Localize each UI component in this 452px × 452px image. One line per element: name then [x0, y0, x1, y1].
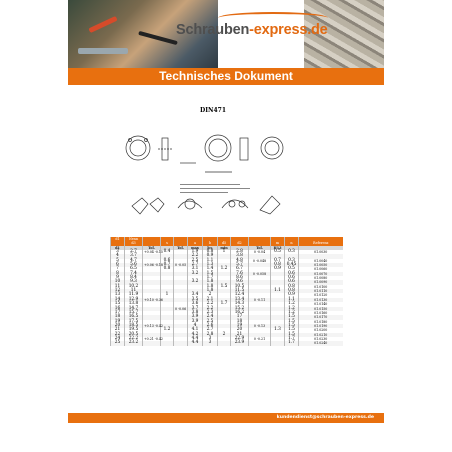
table-cell: 10.5 [231, 285, 249, 289]
table-cell: 9.6 [231, 280, 249, 284]
table-cell: 4.8 [231, 259, 249, 263]
table-cell: 15.7 [125, 311, 143, 315]
table-cell: 1.3 [203, 263, 218, 267]
table-cell: 1.3 [271, 328, 285, 332]
table-cell: 0.3 [285, 250, 299, 254]
table-cell: 2.7 [203, 328, 218, 332]
table-cell: 0.6 [285, 280, 299, 284]
table-cell: 0 -0.048 [249, 259, 271, 263]
table-cell: 5.6 [125, 263, 143, 267]
table-cell: 1.1 [285, 298, 299, 302]
table-cell: +0.21 -0.42 [144, 336, 163, 341]
table-cell: 2.6 [203, 324, 218, 328]
table-cell: 4.1 [188, 328, 203, 332]
table-cell: 3.7 [188, 307, 203, 311]
table-cell: 1.2 [161, 328, 174, 332]
logo-primary: Schrauben [176, 22, 250, 38]
table-cell: 0 -0.05 [175, 263, 187, 268]
table-cell: 2.7 [188, 263, 203, 267]
table-cell: 1.5 [285, 324, 299, 328]
table-cell: 01.0090 [299, 280, 343, 284]
table-cell: 3.1 [188, 267, 203, 271]
table-cell: 1.8 [203, 285, 218, 289]
logo-accent: -express.de [249, 22, 328, 38]
footer-email: kundendienst@schrauben-express.de [276, 415, 374, 420]
table-cell: 01.0240 [299, 341, 343, 345]
table-cell: 21 [231, 333, 249, 337]
footer-bar [68, 413, 384, 423]
table-cell: 2.2 [203, 307, 218, 311]
table-cell: 01.0180 [299, 320, 343, 324]
table-cell: 01.0030 [299, 250, 343, 254]
technical-drawing [120, 118, 340, 233]
table-cell: 4.7 [125, 259, 143, 263]
table-cell: 0.8 [285, 289, 299, 293]
table-cell: 3.8 [231, 254, 249, 258]
table-cell: 1.5 [285, 315, 299, 319]
table-cell: 20 [111, 324, 125, 328]
pliers-hole-details-icon [132, 196, 280, 214]
table-header-cell: d1 [111, 237, 125, 241]
table-cell: 6.7 [231, 267, 249, 271]
table-cell: 0 -0.058 [249, 272, 271, 276]
table-cell: +0.06 -0.18 [144, 263, 163, 268]
table-cell: 1.2 [285, 302, 299, 306]
table-header-cell: b≈ [203, 246, 218, 250]
table-cell: 1.8 [203, 280, 218, 284]
table-cell: 0 -0.11 [249, 298, 271, 302]
table-cell: 01.0110 [299, 289, 343, 293]
table-cell: 22.9 [231, 337, 249, 341]
table-cell: 13 [111, 293, 125, 297]
table-cell: 2.7 [125, 250, 143, 254]
table-cell: 15.2 [231, 307, 249, 311]
table-cell: 0 -0.21 [249, 337, 271, 341]
table-cell: 01.0190 [299, 324, 343, 328]
table-cell: 3.5 [188, 298, 203, 302]
table-cell: 0.5 [271, 250, 285, 254]
table-cell: 11 [111, 285, 125, 289]
table-cell: 0 -0.04 [249, 250, 271, 254]
table-cell: 17 [231, 315, 249, 319]
table-cell: 12 [111, 289, 125, 293]
table-cell: 2.8 [231, 250, 249, 254]
table-cell: 14.3 [231, 302, 249, 306]
document-type-bar [68, 68, 384, 85]
table-cell: 15 [111, 302, 125, 306]
table-cell: 01.0060 [299, 267, 343, 271]
table-header-cell: min [218, 246, 231, 250]
table-header-cell: Referenz [299, 241, 343, 245]
table-cell: 23.2 [125, 341, 143, 345]
tool-handle-shape [88, 16, 117, 33]
table-cell: 4 [188, 324, 203, 328]
table-cell: 2.8 [203, 333, 218, 337]
table-cell: 0.9 [285, 293, 299, 297]
table-cell: 3 [203, 341, 218, 345]
table-cell: 19 [111, 320, 125, 324]
table-cell: 0 -0.06 [175, 306, 187, 311]
tool-wrench-shape [78, 48, 128, 54]
table-cell: 4 [111, 254, 125, 258]
table-cell: 01.0040 [299, 259, 343, 263]
table-cell: 1.9 [188, 250, 203, 254]
document-type-title: Technisches Dokument [159, 69, 293, 83]
table-cell: 18 [231, 320, 249, 324]
table-cell: 01.0100 [299, 285, 343, 289]
table-cell: 3.2 [188, 272, 203, 276]
table-cell: 20 [231, 328, 249, 332]
table-cell: 2.1 [203, 298, 218, 302]
table-cell: 2.2 [188, 254, 203, 258]
table-cell: 9.3 [125, 280, 143, 284]
table-cell: 1.7 [285, 337, 299, 341]
table-cell: 11.5 [231, 289, 249, 293]
table-cell: 1.1 [203, 259, 218, 263]
table-cell: 3.7 [125, 254, 143, 258]
table-row [111, 341, 343, 345]
table-cell: 01.0230 [299, 337, 343, 341]
table-cell: 0.9 [271, 267, 285, 271]
table-cell: 9 [111, 276, 125, 280]
table-cell: 0.8 [271, 263, 285, 267]
table-cell: 2.5 [203, 320, 218, 324]
table-cell: 5.7 [231, 263, 249, 267]
table-cell: 3.8 [188, 311, 203, 315]
table-cell: 0.45 [285, 263, 299, 267]
table-cell [143, 341, 161, 345]
table-cell: 0.4 [161, 250, 174, 254]
table-cell: 0.6 [285, 272, 299, 276]
table-cell: 1.5 [218, 285, 231, 289]
table-cell: 10.2 [125, 285, 143, 289]
table-cell: +0.04 -0.15 [144, 250, 163, 255]
table-header-cell: d2 [231, 241, 249, 245]
table-header-cell: s [161, 241, 174, 245]
table-cell: 8.4 [125, 276, 143, 280]
table-header-cell: H13 [271, 246, 285, 250]
table-cell: 01.0200 [299, 328, 343, 332]
table-cell: 01.0120 [299, 293, 343, 297]
table-cell: 4.2 [188, 333, 203, 337]
table-cell: 1.4 [203, 267, 218, 271]
header-banner [68, 0, 384, 68]
table-cell: 11.9 [125, 293, 143, 297]
table-header-cell: a [188, 241, 203, 245]
table-cell: 0.7 [161, 263, 174, 267]
table-cell: 1.1 [271, 289, 285, 293]
table-cell: 7 [111, 267, 125, 271]
table-cell: 6 [111, 263, 125, 267]
table-cell: 0.8 [161, 267, 174, 271]
table-cell: 24 [111, 337, 125, 341]
table-cell: 16.5 [125, 315, 143, 319]
table-cell: 2.5 [188, 259, 203, 263]
table-header-cell: m [271, 241, 285, 245]
table-cell: 22.2 [125, 337, 143, 341]
table-cell: 13.4 [231, 298, 249, 302]
table-cell: 6.5 [125, 267, 143, 271]
table-cell: 2.2 [203, 302, 218, 306]
table-cell [218, 341, 231, 345]
table-cell: 18 [111, 315, 125, 319]
table-cell: 19 [231, 324, 249, 328]
ring-front-view-icon [126, 136, 150, 160]
table-cell: 01.0080 [299, 276, 343, 280]
table-cell: 0.9 [203, 254, 218, 258]
table-cell: 0 -0.13 [249, 324, 271, 328]
table-cell: 1.5 [285, 320, 299, 324]
table-cell: 3 [203, 337, 218, 341]
table-cell: 01.0150 [299, 307, 343, 311]
table-cell: 1.2 [285, 307, 299, 311]
table-cell: 01.0130 [299, 298, 343, 302]
table-cell [161, 341, 174, 345]
table-cell: 4.4 [188, 341, 203, 345]
table-cell: 21 [111, 328, 125, 332]
table-cell: 18.5 [125, 324, 143, 328]
standard-title: DIN471 [200, 107, 227, 114]
table-cell: 0.6 [161, 259, 174, 263]
table-cell: 0.8 [285, 285, 299, 289]
table-header-cell: d5 [218, 241, 231, 245]
table-cell: 20.5 [125, 333, 143, 337]
table-header-cell: d3 [125, 241, 143, 245]
table-cell: 1.2 [285, 311, 299, 315]
table-cell: 14 [111, 298, 125, 302]
table-cell: +0.10 -0.36 [144, 297, 163, 302]
table-cell: 12.9 [125, 298, 143, 302]
table-header-cell: d1 [111, 246, 125, 250]
table-cell: 0.5 [285, 267, 299, 271]
table-cell: 0.6 [285, 276, 299, 280]
table-cell: 5 [111, 259, 125, 263]
table-cell: 12.4 [231, 293, 249, 297]
table-cell: 25 [111, 341, 125, 345]
table-cell: 7.4 [125, 272, 143, 276]
table-cell: 1.2 [218, 267, 231, 271]
table-cell: 2.4 [203, 315, 218, 319]
table-cell: 1.7 [285, 341, 299, 345]
table-cell: 14.7 [125, 307, 143, 311]
table-header-cell: max [188, 246, 203, 250]
table-cell: 01.0170 [299, 315, 343, 319]
table-cell: 11 [125, 289, 143, 293]
table-cell: 3.9 [188, 315, 203, 319]
dimension-table-body [111, 237, 343, 346]
table-cell: 1.5 [285, 333, 299, 337]
table-cell: 1.8 [203, 289, 218, 293]
table-cell: 01.0070 [299, 272, 343, 276]
table-cell: 1 [218, 250, 231, 254]
table-cell: 8 [111, 272, 125, 276]
table-cell: 01.0050 [299, 263, 343, 267]
table-cell [271, 341, 285, 345]
table-cell: 2.3 [203, 311, 218, 315]
table-cell: 1.7 [203, 276, 218, 280]
table-cell [174, 341, 188, 345]
table-cell: 1.5 [285, 328, 299, 332]
installed-ring-icon [261, 137, 283, 159]
table-cell: +0.13 -0.42 [144, 323, 163, 328]
table-cell: 3.4 [188, 293, 203, 297]
table-cell: 16.2 [231, 311, 249, 315]
table-cell: 2 [203, 293, 218, 297]
table-cell: 8.6 [231, 276, 249, 280]
table-cell: 0.8 [203, 250, 218, 254]
table-cell: 23.9 [231, 341, 249, 345]
table-cell: 22 [111, 333, 125, 337]
table-cell: 19.5 [125, 328, 143, 332]
table-cell: 10 [111, 280, 125, 284]
table-cell: 3.6 [188, 302, 203, 306]
table-cell: 2 [218, 333, 231, 337]
table-cell: 3.9 [188, 320, 203, 324]
table-header-cell: b [203, 241, 218, 245]
table-cell: 13.8 [125, 302, 143, 306]
table-cell: 3.2 [188, 280, 203, 284]
table-cell: 1 [161, 293, 174, 297]
table-cell [249, 341, 271, 345]
table-cell: 1.7 [218, 302, 231, 306]
table-cell: 1.5 [203, 272, 218, 276]
table-cell: 01.0140 [299, 302, 343, 306]
table-header-cell: n [285, 241, 299, 245]
table-header-cell: Tol. [143, 246, 161, 250]
table-cell: 01.0210 [299, 333, 343, 337]
table-cell: 17.5 [125, 320, 143, 324]
table-cell: 4.4 [188, 337, 203, 341]
table-cell: 0.3 [285, 259, 299, 263]
table-cell: 01.0160 [299, 311, 343, 315]
table-cell: 17 [111, 311, 125, 315]
table-header-cell: Tol. [174, 246, 188, 250]
dimension-table [110, 237, 343, 346]
tool-shaft-shape [138, 31, 178, 45]
table-cell: 0.7 [271, 259, 285, 263]
table-header-cell: Nenn [125, 237, 143, 241]
site-logo [176, 22, 328, 38]
table-header-cell: Tol. [249, 246, 271, 250]
table-cell: 16 [111, 307, 125, 311]
table-cell: 3 [111, 250, 125, 254]
table-cell: 7.6 [231, 272, 249, 276]
